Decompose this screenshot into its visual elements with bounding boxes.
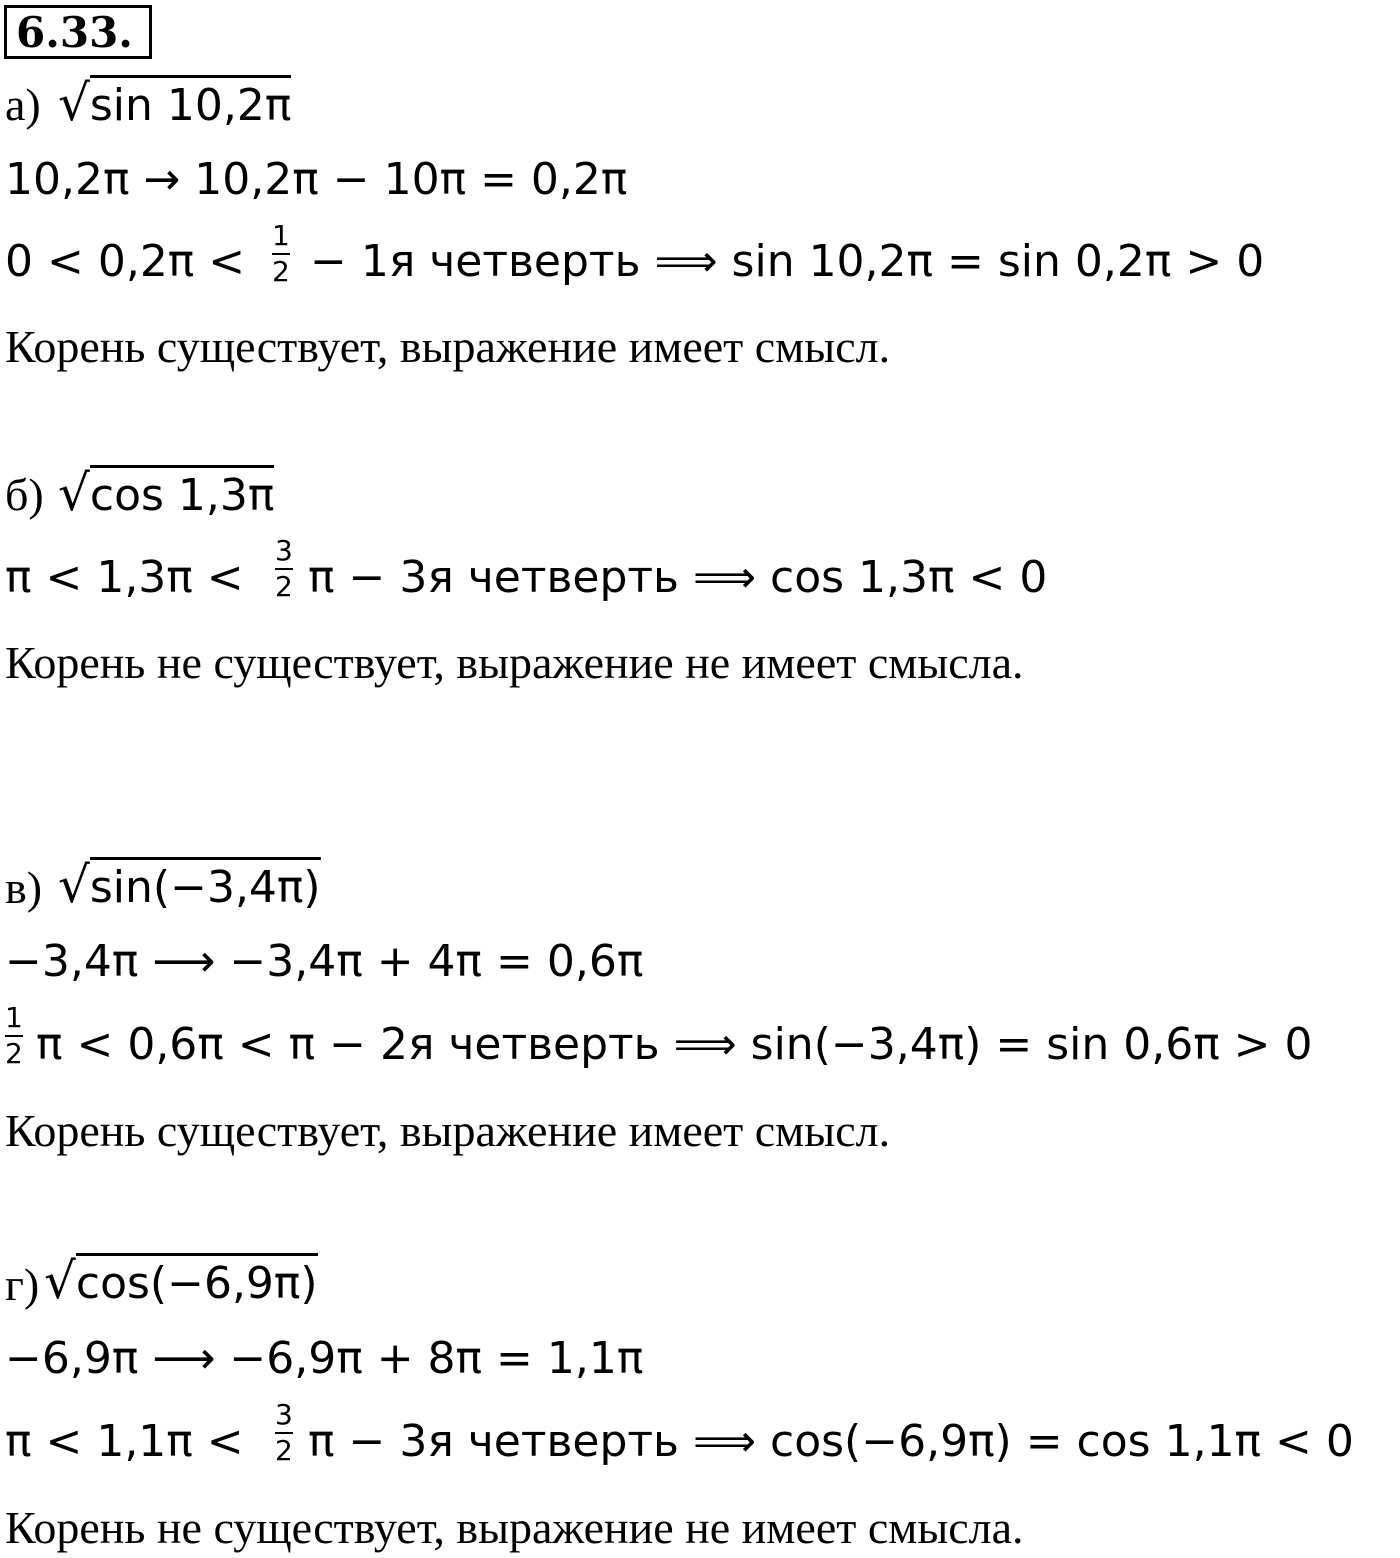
part-c-line-1: −3,4π ⟶ −3,4π + 4π = 0,6π bbox=[5, 936, 644, 987]
part-d-radicand: cos(−6,9π) bbox=[76, 1253, 318, 1309]
fraction-numerator: 3 bbox=[275, 1398, 293, 1431]
part-d-line-2-right: π − 3я четверть ⟹ cos(−6,9π) = cos 1,1π < 0 bbox=[308, 1416, 1354, 1467]
part-a-fraction bbox=[272, 219, 290, 288]
part-d-line-2-left: π < 1,1π < bbox=[5, 1416, 244, 1467]
part-b-conclusion: Корень не существует, выражение не имеет смысла. bbox=[5, 637, 1024, 688]
radical-icon: √ bbox=[58, 856, 90, 914]
part-a-expression bbox=[58, 74, 292, 132]
part-b-radicand: cos 1,3π bbox=[90, 465, 275, 521]
part-a-line-2-left: 0 < 0,2π < bbox=[5, 236, 246, 287]
part-d-conclusion: Корень не существует, выражение не имеет смысла. bbox=[5, 1502, 1024, 1553]
radical-icon: √ bbox=[58, 464, 90, 522]
fraction-denominator: 2 bbox=[275, 1434, 293, 1467]
part-b-fraction bbox=[275, 534, 293, 603]
fraction-denominator: 2 bbox=[5, 1037, 23, 1070]
part-b-label: б) bbox=[5, 469, 44, 520]
fraction-numerator: 1 bbox=[5, 1001, 23, 1034]
part-c-expression bbox=[58, 856, 321, 914]
fraction-numerator: 1 bbox=[272, 219, 290, 252]
part-b-expression bbox=[58, 464, 275, 522]
part-c-fraction bbox=[5, 1001, 23, 1070]
problem-number: 6.33. bbox=[4, 5, 152, 59]
part-d-fraction bbox=[275, 1398, 293, 1467]
fraction-denominator: 2 bbox=[275, 570, 293, 603]
part-a-label: а) bbox=[5, 79, 41, 130]
part-d-label: г) bbox=[5, 1259, 40, 1310]
radical-icon: √ bbox=[44, 1252, 76, 1310]
part-d-line-1: −6,9π ⟶ −6,9π + 8π = 1,1π bbox=[5, 1333, 644, 1384]
part-b-line-1-left: π < 1,3π < bbox=[5, 552, 244, 603]
part-d-expression bbox=[44, 1252, 318, 1310]
part-c-conclusion: Корень существует, выражение имеет смысл. bbox=[5, 1105, 891, 1156]
part-a-line-2-right: − 1я четверть ⟹ sin 10,2π = sin 0,2π > 0 bbox=[310, 236, 1265, 287]
part-c-radicand: sin(−3,4π) bbox=[90, 857, 321, 913]
radical-icon: √ bbox=[58, 74, 90, 132]
fraction-denominator: 2 bbox=[272, 255, 290, 288]
fraction-numerator: 3 bbox=[275, 534, 293, 567]
part-b-line-1-right: π − 3я четверть ⟹ cos 1,3π < 0 bbox=[308, 552, 1048, 603]
part-a-conclusion: Корень существует, выражение имеет смысл. bbox=[5, 321, 891, 372]
part-a-line-1: 10,2π → 10,2π − 10π = 0,2π bbox=[5, 154, 628, 205]
part-c-label: в) bbox=[5, 862, 43, 913]
part-c-line-2: π < 0,6π < π − 2я четверть ⟹ sin(−3,4π) = sin 0,6π > 0 bbox=[36, 1019, 1313, 1070]
part-a-radicand: sin 10,2π bbox=[90, 75, 291, 131]
